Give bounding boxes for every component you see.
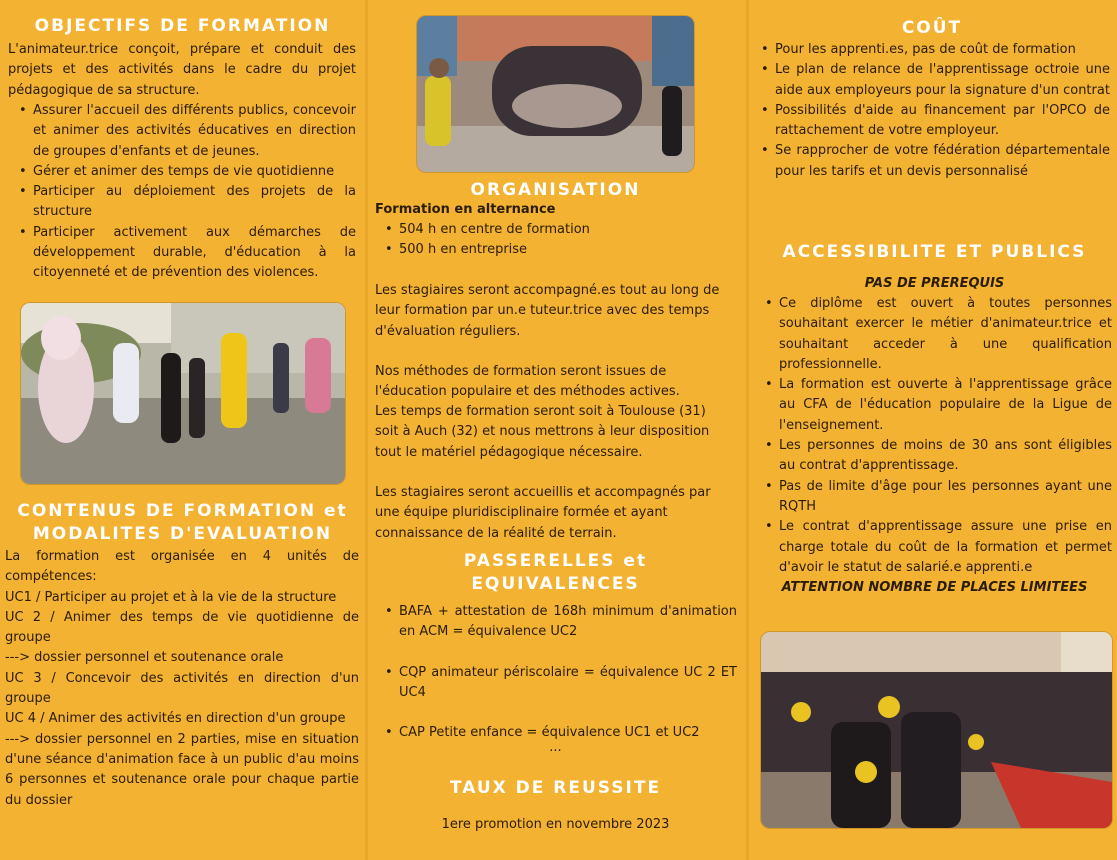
contenus-line: UC1 / Participer au projet et à la vie de la structure (5, 589, 337, 605)
contenus-line: UC 2 / Animer des temps de vie quotidienne de groupe (5, 609, 359, 646)
list-item: • Participer au déploiement des projets de la structure (16, 182, 356, 223)
list-item: • Les personnes de moins de 30 ans sont éligibles au contrat d'apprentissage. (762, 436, 1112, 477)
auditorium-photo (761, 632, 1112, 828)
organisation-title: ORGANISATION (470, 180, 641, 200)
contenus-title-line2: MODALITES D'EVALUATION (32, 524, 333, 544)
objectifs-intro: L'animateur.trice conçoit, prépare et conduit des projets et des activités dans le cadre du projet pédagogique de sa structure. (8, 42, 356, 98)
contenus-text (5, 547, 359, 811)
cout-title: COÛT (901, 18, 963, 38)
passerelles-title-line2: EQUIVALENCES (471, 574, 640, 594)
organisation-p3: Les temps de formation seront soit à Toulouse (31) soit à Auch (32) et nous mettrons à leur disposition tout le matériel pédagogique nécessaire. (375, 404, 710, 460)
contenus-line: UC 4 / Animer des activités en direction d'un groupe (5, 711, 346, 727)
contenus-line: ---> dossier personnel en 2 parties, mise en situation d'une séance d'animation face à un public d'au moins 6 personnes et soutenance orale pour chaque partie du dossier (5, 731, 359, 808)
list-item: • Pas de limite d'âge pour les personnes ayant une RQTH (762, 477, 1112, 518)
organisation-list (382, 220, 722, 261)
list-item: • Possibilités d'aide au financement par l'OPCO de rattachement de votre employeur. (758, 101, 1110, 142)
fold-divider (746, 0, 749, 860)
list-item: • CAP Petite enfance = équivalence UC1 et UC2 (382, 723, 737, 743)
contenus-line: ---> dossier personnel et soutenance orale (5, 650, 284, 666)
contenus-title-line1: CONTENUS DE FORMATION et (17, 501, 348, 521)
taux-title: TAUX DE REUSSITE (449, 778, 662, 798)
places-limitees-notice: ATTENTION NOMBRE DE PLACES LIMITEES (781, 580, 1088, 595)
list-item: • 504 h en centre de formation (382, 220, 722, 240)
group-circle-photo (417, 16, 694, 172)
left-panel (0, 0, 365, 860)
organisation-subtitle: Formation en alternance (375, 202, 556, 217)
list-item: • Pour les apprenti.es, pas de coût de formation (758, 40, 1110, 60)
list-item: • BAFA + attestation de 168h minimum d'animation en ACM = équivalence UC2 (382, 602, 737, 643)
passerelles-ellipsis: ... (549, 740, 562, 755)
taux-text: 1ere promotion en novembre 2023 (441, 817, 670, 832)
right-panel (752, 0, 1117, 860)
passerelles-list (382, 602, 737, 743)
cout-list (758, 40, 1110, 182)
contenus-title (0, 500, 365, 546)
list-item: • Le plan de relance de l'apprentissage octroie une aide aux employeurs pour la signature d'un contrat (758, 60, 1110, 101)
contenus-line: La formation est organisée en 4 unités de compétences: (5, 549, 359, 585)
list-item: • CQP animateur périscolaire = équivalence UC 2 ET UC4 (382, 663, 737, 704)
list-item: • Ce diplôme est ouvert à toutes personnes souhaitant exercer le métier d'animateur.trice et souhaitant acceder à une qualification professionnelle. (762, 294, 1112, 375)
prerequis-label: PAS DE PREREQUIS (864, 276, 1005, 291)
list-item: • Gérer et animer des temps de vie quotidienne (16, 162, 356, 182)
middle-panel (368, 0, 743, 860)
accessibilite-list (762, 294, 1112, 578)
organisation-p4: Les stagiaires seront accueillis et accompagnés par une équipe pluridisciplinaire formée et ayant connaissance de la réalité de terrain. (375, 485, 711, 541)
contenus-line: UC 3 / Concevoir des activités en direction d'un groupe (5, 670, 359, 707)
list-item: • Se rapprocher de votre fédération départementale pour les tarifs et un devis personnalisé (758, 141, 1110, 182)
objectifs-list (16, 101, 356, 284)
accessibilite-title: ACCESSIBILITE ET PUBLICS (782, 242, 1087, 262)
organisation-p1: Les stagiaires seront accompagné.es tout au long de leur formation par un.e tuteur.trice avec des temps d'évaluation réguliers. (375, 283, 720, 339)
costume-activity-photo (21, 303, 345, 484)
passerelles-title (368, 550, 743, 596)
list-item: • 500 h en entreprise (382, 240, 722, 260)
list-item: • La formation est ouverte à l'apprentissage grâce au CFA de l'éducation populaire de la Ligue de l'enseignement. (762, 375, 1112, 436)
passerelles-title-line1: PASSERELLES et (463, 551, 648, 571)
list-item: • Participer activement aux démarches de développement durable, d'éducation à la citoyenneté et de prévention des violences. (16, 223, 356, 284)
list-item: • Le contrat d'apprentissage assure une prise en charge totale du coût de la formation et permet d'avoir le statut de salarié.e apprenti.e (762, 517, 1112, 578)
organisation-p2: Nos méthodes de formation seront issues de l'éducation populaire et des méthodes actives. (375, 364, 680, 400)
list-item: • Assurer l'accueil des différents publics, concevoir et animer des activités éducatives en direction de groupes d'enfants et de jeunes. (16, 101, 356, 162)
objectifs-title: OBJECTIFS DE FORMATION (34, 16, 331, 36)
